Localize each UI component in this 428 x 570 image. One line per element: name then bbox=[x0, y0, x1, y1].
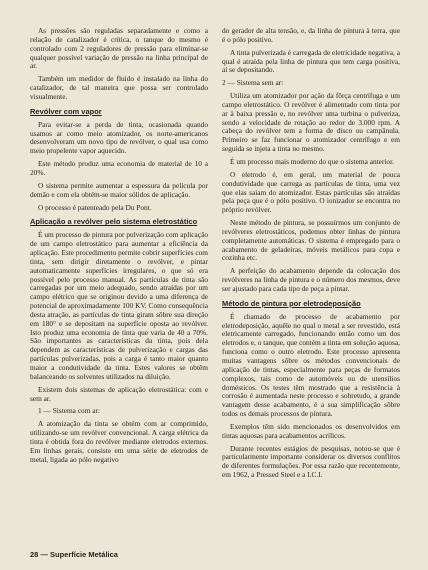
paragraph: do gerador de alta tensão, e, da linha de pintura à terra, que é o pólo positivo. bbox=[222, 26, 400, 44]
paragraph: Durante recentes estágios de pesquisas, notou-se que é particularmente importante considerar os diversos conflitos de diferentes formulações. Por essa razão que recentemente, em 1962, a Pressed Steel e a I.C.I. bbox=[222, 443, 400, 480]
paragraph: As pressões são reguladas separadamente e como a relação de catalizador é crítica, o tanque do mesmo é controlado com 2 reguladores de pressão para eliminar-se qualquer possível variação de pressão na linha principal de ar. bbox=[30, 26, 208, 71]
paragraph: A perfeição do acabamento depende da colocação dos revólveres na linha de pintura e o número dos mesmos, deve ser ajustado para cada tipo de peça a pintar. bbox=[222, 266, 400, 293]
page-footer: 28 — Superfície Metálica bbox=[30, 550, 118, 559]
paragraph: Neste método de pintura, se possuírmos um conjunto de revólveres eletrostáticos, podemos obter linhas de pintura completamente automáticas. O sistema é empregado para o acabamento de geladeiras, móveis metálicos para copa e cozinha etc. bbox=[222, 218, 400, 263]
paragraph: O eletrodo é, em geral, um material de pouca condutividade que carrega as partículas de tinta, uma vez que elas saiam do atomizador. Estas partículas são atraídas pela peça que é o pólo positivo. O ionizador se encontra no próprio revólver. bbox=[222, 169, 400, 215]
right-column bbox=[222, 27, 400, 484]
paragraph: Também um medidor de fluido é instalado na linha do catalizador, de tal maneira que possa ser controlado visualmente. bbox=[30, 74, 208, 101]
paragraph: É chamado de processo de acabamento por eletrodeposição, aquêle no qual o metal a ser revestido, está eletricamente carregado, funcionando então como um dos eletrodos e, o tanque, que contém a tinta em solução aquosa, funciona como o outro eletrodo. Este processo apresenta muitas vantagens sôbre os métodos convencionais de aplicação de tintas, especialmente para peças de formatos complexos, tais como de automóveis ou de utensílios domésticos. Os testes têm mostrado que a resistência à corrosão é aumentada neste processo e sobretudo, a grande vantagem desse acabamento, é a sua simplificação sôbre todos os demais processos de pintura. bbox=[222, 311, 400, 419]
paragraph: É um processo mais moderno do que o sistema anterior. bbox=[230, 156, 394, 166]
paragraph: 2 — Sistema sem ar: bbox=[222, 78, 284, 88]
paragraph: Existem dois sistemas de aplicação eletrostática: com e sem ar. bbox=[30, 384, 208, 403]
paragraph: Utiliza um atomizador por ação da fôrça centrífuga e um campo eletrostático. O revólver é alimentado com tinta por ar à baixa pressão e, no revólver uma turbina o pulveriza, sendo a velocidade de rotação ao redor de 3.000 rpm. A cabeça do revólver tem a forma de disco ou campânula. Primeiro se faz funcionar o atomizador centrífugo e em seguida se injeta a tinta no mesmo. bbox=[222, 91, 400, 154]
paragraph: A tinta pulverizada é carregada de eletricidade negativa, a qual é atraída pela linha de pintura que tem carga positiva, aí se depositando. bbox=[222, 47, 400, 75]
section-heading: Método de pintura por eletrodeposição bbox=[222, 298, 361, 308]
paragraph: Para evitar-se a perda de tinta, ocasionada quando usamos ar como meio atomizador, os norte-americanos desenvolveram um novo tipo de revólver, o qual usa como meio propelente vapor aquecido. bbox=[30, 119, 208, 156]
paragraph: É um processo de pintura por pulverização com aplicação de um campo eletrostático para aumentar a eficiência da aplicação. Este procedimento permite cobrir superfícies com tinta, sem dirigir diretamente o revólver, e pintar automaticamente superfícies irregulares, o que só era possível pelo processo manual. As partículas de tinta são carregadas por um meio adequado, sendo atraídas por um campo elétrico que se originou devido a uma diferença de potencial de aproximadamente 100 KV. Como consequência desta atração, as partículas de tinta giram sôbre sua direção em 180° e se depositam na superfície oposta ao revólver. Isto produz uma economia de tinta que varia de 40 a 70%. São importantes as características da tinta, pois dela dependem as características de pulverização e cargas das partículas pulverizadas, pois a carga é tanto maior quanto maior a condutividade da tinta. Estes valores se obtêm balanceando os solventes utilizados na diluição. bbox=[30, 230, 209, 381]
section-heading: Revólver com vapor bbox=[30, 106, 102, 116]
paragraph: Este método produz uma economia de material de 10 a 20%. bbox=[30, 159, 208, 177]
paragraph: A atomização da tinta se obtém com ar comprimido, utilizando-se um revólver convencional. A carga elétrica da tinta é obtida fora do revólver mediante eletrodos externos. Em linhas gerais, consiste em uma série de eletrodos de metal, ligada ao pólo negativo bbox=[30, 419, 208, 464]
paragraph: 1 — Sistema com ar: bbox=[38, 406, 101, 416]
section-heading: Aplicação a revólver pelo sistema eletrostático bbox=[30, 217, 198, 227]
paragraph: Exemplos têm sido mencionados os desenvolvidos em tintas aquosas para acabamentos acrílicos. bbox=[222, 421, 400, 440]
left-column bbox=[30, 27, 208, 468]
paragraph: O sistema permite aumentar a espessura da película por demão e com ela obtém-se maior sólidos de aplicação. bbox=[30, 180, 208, 199]
paragraph: O processo é patenteado pela Du Pont. bbox=[38, 202, 152, 212]
